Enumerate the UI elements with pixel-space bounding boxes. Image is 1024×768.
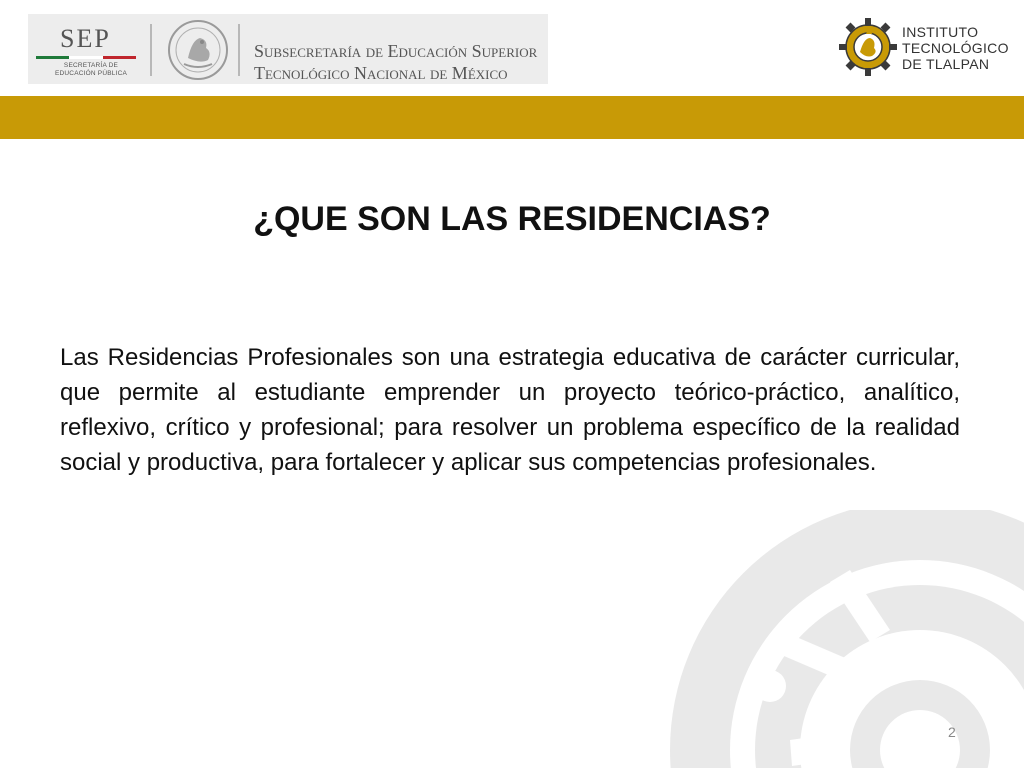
gear-watermark-icon (620, 510, 1024, 768)
slide-body-text: Las Residencias Profesionales son una estrategia educativa de carácter curricular, que permite al estudiante emprender un proyecto teórico-práctico, analítico, reflexivo, crítico y profesional; para resolver un problema específico de la realidad social y productiva, para fortalecer y aplicar sus competencias profesionales. (60, 344, 960, 476)
flag-stripe (36, 56, 136, 59)
itt-line3: DE TLALPAN (902, 56, 990, 72)
itt-name (902, 24, 1009, 72)
sep-subtitle-line2: EDUCACIÓN PÚBLICA (54, 70, 128, 77)
institution-line1: Subsecretaría de Educación Superior (254, 41, 538, 61)
slide-title: ¿QUE SON LAS RESIDENCIAS? (253, 200, 771, 238)
sep-subtitle-line1: SECRETARÍA DE (63, 62, 119, 69)
institution-line2: Tecnológico Nacional de México (254, 63, 508, 83)
slide-header (0, 0, 1024, 96)
itt-line2: TECNOLÓGICO (902, 40, 1009, 56)
sep-subtitle (36, 62, 146, 78)
itt-line1: INSTITUTO (902, 24, 979, 40)
divider (150, 24, 152, 76)
government-banner (28, 14, 548, 84)
divider (238, 24, 240, 76)
sep-logo (36, 24, 146, 84)
page-number: 2 (948, 724, 956, 740)
gear-eagle-icon (836, 16, 902, 78)
sep-acronym: SEP (60, 24, 111, 53)
mexican-coat-of-arms-icon (166, 18, 230, 82)
accent-bar (0, 96, 1024, 139)
institution-name (254, 40, 537, 84)
